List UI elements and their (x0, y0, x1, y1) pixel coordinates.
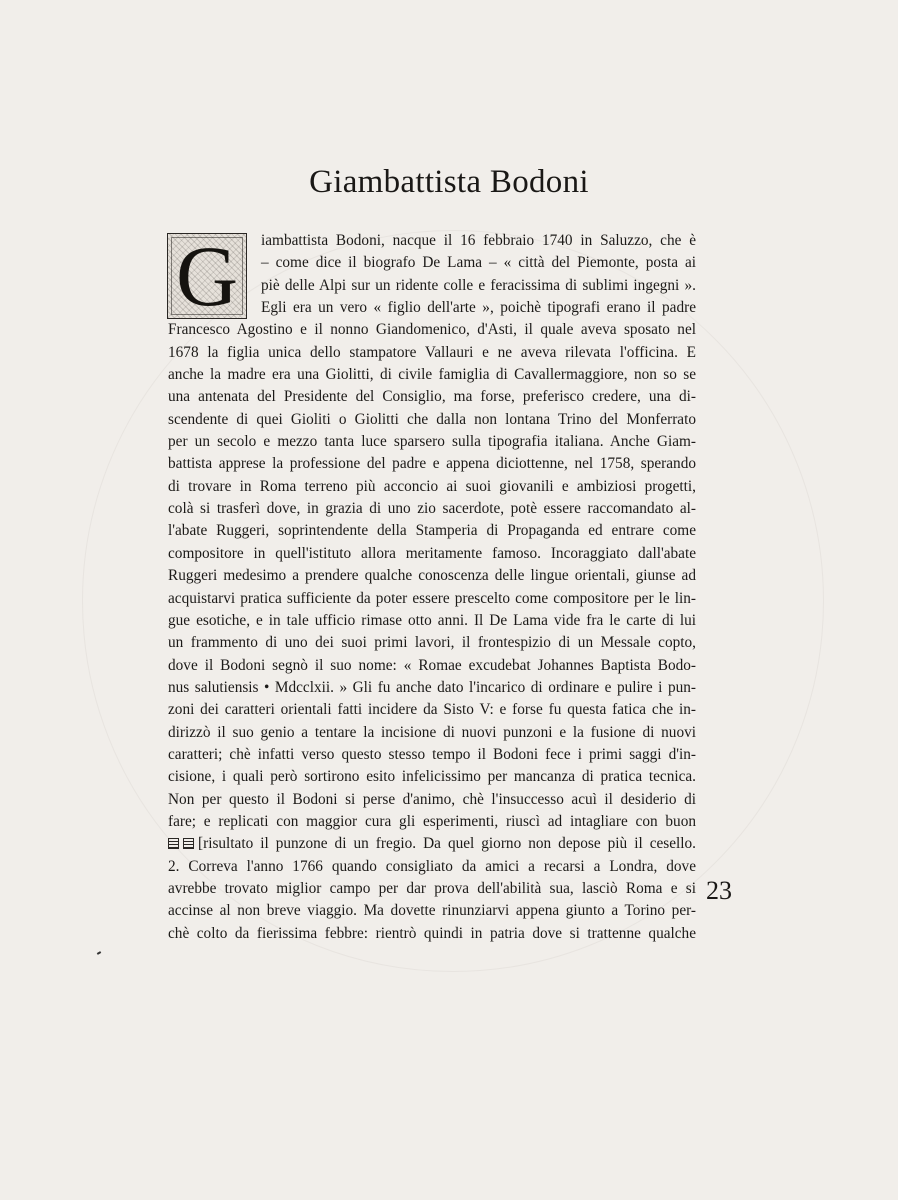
text-line: Non per questo il Bodoni si perse d'animo, chè l'insuccesso acuì il desiderio di (168, 790, 696, 808)
text-line: un frammento di uno dei suoi primi lavori, il frontespizio di un Messale copto, (168, 634, 696, 652)
text-line-with-ornament (168, 833, 696, 855)
text-line: colà si trasferì dove, in grazia di uno zio sacerdote, potè essere raccomandato al- (168, 500, 696, 518)
text-line: una antenata del Presidente del Consiglio, ma forse, preferisco credere, una di- (168, 388, 696, 406)
text-line: 2. Correva l'anno 1766 quando consigliato da amici a recarsi a Londra, dove (168, 857, 696, 875)
text-line: l'abate Ruggeri, soprintendente della Stamperia di Propaganda ed entrare come (168, 522, 696, 540)
text-line: Ruggeri medesimo a prendere qualche conoscenza delle lingue orientali, giunse ad (168, 567, 696, 585)
text-line: 1678 la figlia unica dello stampatore Vallauri e ne aveva rilevata l'officina. E (168, 343, 696, 361)
text-line-content: [risultato il punzone di un fregio. Da quel giorno non depose più il cesello. (198, 835, 696, 853)
text-line: avrebbe trovato miglior campo per dar prova dell'abilità sua, lasciò Roma e si (168, 879, 696, 897)
text-line: chè colto da fierissima febbre: rientrò quindi in patria dove si trattenne qualche (168, 924, 696, 942)
initial-letter: G (175, 228, 239, 324)
text-line: gue esotiche, e in tale ufficio rimase otto anni. Il De Lama vide fra le carte di lui (168, 611, 696, 629)
text-line: fare; e replicati con maggior cura gli esperimenti, riuscì ad intagliare con buon (168, 812, 696, 830)
body-text (168, 230, 696, 945)
fleuron-ornament-icon (183, 838, 194, 849)
page-number: 23 (706, 876, 732, 905)
text-line: – come dice il biografo De Lama – « città del Piemonte, posta ai (261, 254, 696, 272)
decorated-initial-g (167, 228, 247, 324)
ink-speck (97, 951, 101, 955)
text-line: zoni dei caratteri orientali fatti incidere da Sisto V: e forse fu questa fatica che in- (168, 701, 696, 719)
page-title: Giambattista Bodoni (309, 164, 589, 200)
text-line: cisione, i quali però sortirono esito infelicissimo per mancanza di pratica tecnica. (168, 768, 696, 786)
text-line: per un secolo e mezzo tanta luce sparsero sulla tipografia italiana. Anche Giam- (168, 433, 696, 451)
text-line: piè delle Alpi sur un ridente colle e feracissima di sublimi ingegni ». (261, 276, 696, 294)
text-line: dirizzò il suo genio a tentare la incisione di nuovi punzoni e la fusione di nuovi (168, 723, 696, 741)
text-line: Francesco Agostino e il nonno Giandomenico, d'Asti, il quale aveva sposato nel (168, 321, 696, 339)
text-line: compositore in quell'istituto allora meritamente famoso. Incoraggiato dall'abate (168, 544, 696, 562)
text-line: acquistarvi pratica sufficiente da poter essere prescelto come compositore per le lin- (168, 589, 696, 607)
text-line: nus salutiensis • Mdcclxii. » Gli fu anche dato l'incarico di ordinare e pulire i pun- (168, 678, 696, 696)
text-line: dove il Bodoni segnò il suo nome: « Romae excudebat Johannes Baptista Bodo- (168, 656, 696, 674)
text-line: Egli era un vero « figlio dell'arte », poichè tipografi erano il padre (261, 299, 696, 317)
text-line: battista apprese la professione del padre e appena diciottenne, nel 1758, sperando (168, 455, 696, 473)
text-line: caratteri; chè infatti verso questo stesso tempo il Bodoni fece i primi saggi d'in- (168, 745, 696, 763)
text-line: iambattista Bodoni, nacque il 16 febbraio 1740 in Saluzzo, che è (261, 232, 696, 249)
text-line: anche la madre era una Giolitti, di civile famiglia di Cavallermaggiore, non so se (168, 366, 696, 384)
text-line: di trovare in Roma terreno più acconcio ai suoi giovanili e ambiziosi progetti, (168, 477, 696, 495)
text-line: scendente di quei Gioliti o Giolitti che dalla non lontana Trino del Monferrato (168, 410, 696, 428)
text-line: accinse al non breve viaggio. Ma dovette rinunziarvi appena giunto a Torino per- (168, 902, 696, 920)
fleuron-ornament-icon (168, 838, 179, 849)
